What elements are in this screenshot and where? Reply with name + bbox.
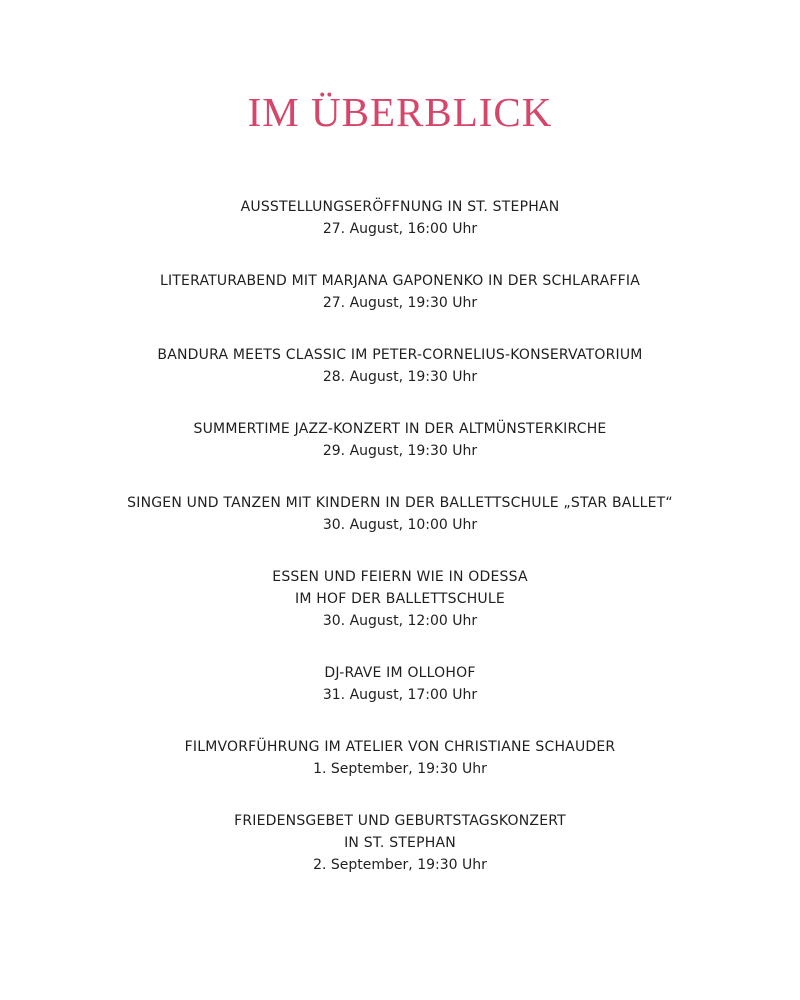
event-title: IN ST. STEPHAN bbox=[344, 835, 456, 851]
event-title: AUSSTELLUNGSERÖFFNUNG IN ST. STEPHAN bbox=[240, 199, 560, 215]
event-item bbox=[0, 492, 800, 536]
event-item bbox=[0, 196, 800, 240]
event-date: 2. September, 19:30 Uhr bbox=[313, 857, 487, 873]
event-date: 30. August, 12:00 Uhr bbox=[322, 613, 478, 629]
event-item bbox=[0, 736, 800, 780]
event-title: SINGEN UND TANZEN MIT KINDERN IN DER BALLETTSCHULE „STAR BALLET“ bbox=[127, 495, 673, 511]
event-title: ESSEN UND FEIERN WIE IN ODESSA bbox=[272, 569, 528, 585]
event-title: BANDURA MEETS CLASSIC IM PETER-CORNELIUS-KONSERVATORIUM bbox=[157, 347, 643, 363]
event-item bbox=[0, 270, 800, 314]
event-item bbox=[0, 810, 800, 876]
event-title: FILMVORFÜHRUNG IM ATELIER VON CHRISTIANE SCHAUDER bbox=[184, 739, 616, 755]
event-date: 31. August, 17:00 Uhr bbox=[322, 687, 478, 703]
event-item bbox=[0, 566, 800, 632]
event-date: 30. August, 10:00 Uhr bbox=[322, 517, 478, 533]
event-list bbox=[0, 196, 800, 906]
event-title: LITERATURABEND MIT MARJANA GAPONENKO IN DER SCHLARAFFIA bbox=[159, 273, 641, 289]
event-date: 1. September, 19:30 Uhr bbox=[313, 761, 487, 777]
event-title: FRIEDENSGEBET UND GEBURTSTAGSKONZERT bbox=[234, 813, 566, 829]
event-item bbox=[0, 418, 800, 462]
event-item bbox=[0, 344, 800, 388]
event-date: 29. August, 19:30 Uhr bbox=[322, 443, 478, 459]
event-item bbox=[0, 662, 800, 706]
event-date: 28. August, 19:30 Uhr bbox=[322, 369, 478, 385]
event-date: 27. August, 16:00 Uhr bbox=[322, 221, 478, 237]
event-title: DJ-RAVE IM OLLOHOF bbox=[324, 665, 476, 681]
event-title: SUMMERTIME JAZZ-KONZERT IN DER ALTMÜNSTERKIRCHE bbox=[193, 421, 607, 437]
event-date: 27. August, 19:30 Uhr bbox=[322, 295, 478, 311]
page-title: IM ÜBERBLICK bbox=[247, 89, 553, 135]
event-title: IM HOF DER BALLETTSCHULE bbox=[295, 591, 505, 607]
